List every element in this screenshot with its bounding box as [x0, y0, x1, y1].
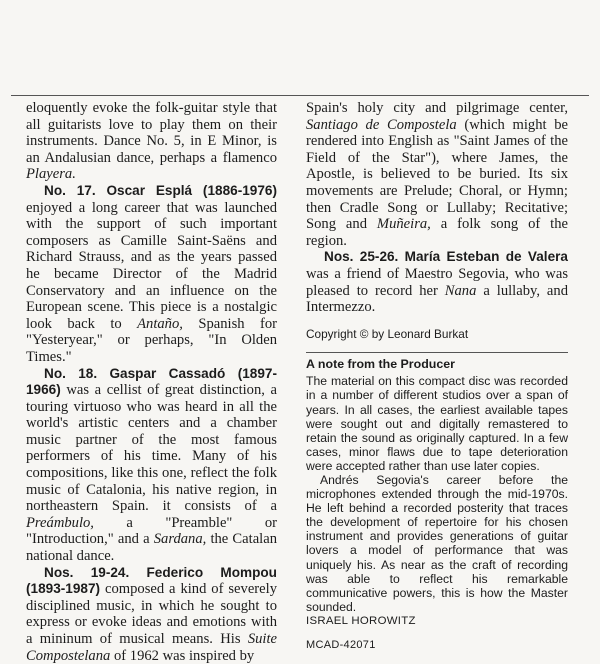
producer-paragraph-2: Andrés Segovia's career before the microphones extended through the mid-1970s. He left behind a recorded posterity that traces the development of repertoire for his chosen instrument and provides generations of guitar lovers a model of performance that was uniquely his. As near as the craft of recording was able to reflect his remarkable communicative powers, this is how the Master sounded.: [306, 472, 568, 614]
producer-note: [306, 374, 568, 628]
producer-note-title: A note from the Producer: [306, 357, 455, 372]
text: (which might be rendered into English as "Saint James of the Field of the Star"), where James, the Apostle, is believed to be buried. Its six movements are Prelude; Choral, or Hymn; then Cradle Song or Lullaby; Recitative; Song and: [306, 116, 568, 233]
text-italic: Muñeira,: [376, 216, 431, 233]
text: Spain's holy city and pilgrimage center,: [306, 100, 568, 116]
text: a lullaby, and Intermezzo.: [306, 282, 569, 316]
paragraph-cassado: [26, 366, 277, 565]
text: was a cellist of great distinction, a touring virtuoso who was heard in all the world's artistic centers and a chamber music partner of the most famous performers of his time. Many of his compositions, like this one, reflect the folk music of Catalonia, his native region, in northeastern Spain. it consists of a: [26, 382, 277, 515]
text-italic: Preámbulo,: [26, 514, 94, 531]
text: eloquently evoke the folk-guitar style that all guitarists love to play them on their instruments. Dance No. 5, in E Minor, is an Andalusian dance, perhaps a flamenco: [26, 100, 277, 166]
heading-espla: No. 17. Oscar Esplá (1886-1976): [44, 182, 277, 198]
paragraph-espla: [26, 183, 277, 366]
copyright-line: Copyright © by Leonard Burkat: [306, 326, 469, 341]
text-italic: Nana: [444, 282, 477, 299]
paragraph-compostela: [306, 100, 568, 249]
paragraph-valera: [306, 249, 568, 315]
text: a folk song of the region.: [306, 216, 568, 249]
heading-mompou: Nos. 19-24. Federico Mompou (1893-1987): [26, 564, 277, 597]
left-column: [26, 100, 277, 664]
text-italic: Santiago de Compostela: [306, 116, 457, 133]
text: Spanish for "Yesteryear," or perhaps, "In Olden Times.": [26, 315, 277, 365]
text-italic: Playera.: [26, 166, 76, 183]
text: a "Preamble" or "Introduction," and a: [26, 514, 277, 548]
text: was a friend of Maestro Segovia, who was pleased to record her: [306, 265, 568, 299]
producer-paragraph-1: The material on this compact disc was recorded in a number of different studios over a span of years. In all cases, the earliest available tapes were sought out and digitally remastered to retain the sound as originally captured. In a few cases, minor flaws due to tape deterioration were accepted rather than use later copies.: [306, 374, 568, 473]
text: enjoyed a long career that was launched with the support of such important composers as Camille Saint-Saëns and Richard Strauss, and as the years passed he became Director of the Madrid Conservatory and an influence on the European scene. This piece is a nostalgic look back to: [26, 199, 277, 332]
text-italic: Antaño,: [137, 315, 183, 332]
catalog-number: MCAD-42071: [306, 639, 376, 651]
right-column: [306, 100, 568, 654]
text: of 1962 was inspired by: [110, 647, 255, 664]
producer-signature: ISRAEL HOROWITZ: [306, 614, 416, 627]
heading-cassado: No. 18. Gaspar Cassadó (1897-1966): [26, 365, 277, 398]
text: the Catalan national dance.: [26, 531, 278, 565]
text-italic: Sardana,: [153, 531, 207, 548]
text-italic: Suite Compostelana: [26, 631, 277, 664]
paragraph-dance-5: [26, 100, 277, 183]
section-rule: [306, 352, 568, 353]
heading-valera: Nos. 25-26. María Esteban de Valera: [324, 249, 568, 265]
top-rule: [11, 95, 589, 96]
paragraph-mompou: [26, 565, 277, 664]
text: composed a kind of severely disciplined music, in which he sought to express or evoke ideas and emotions with a mininum of musical means. His: [26, 581, 277, 647]
